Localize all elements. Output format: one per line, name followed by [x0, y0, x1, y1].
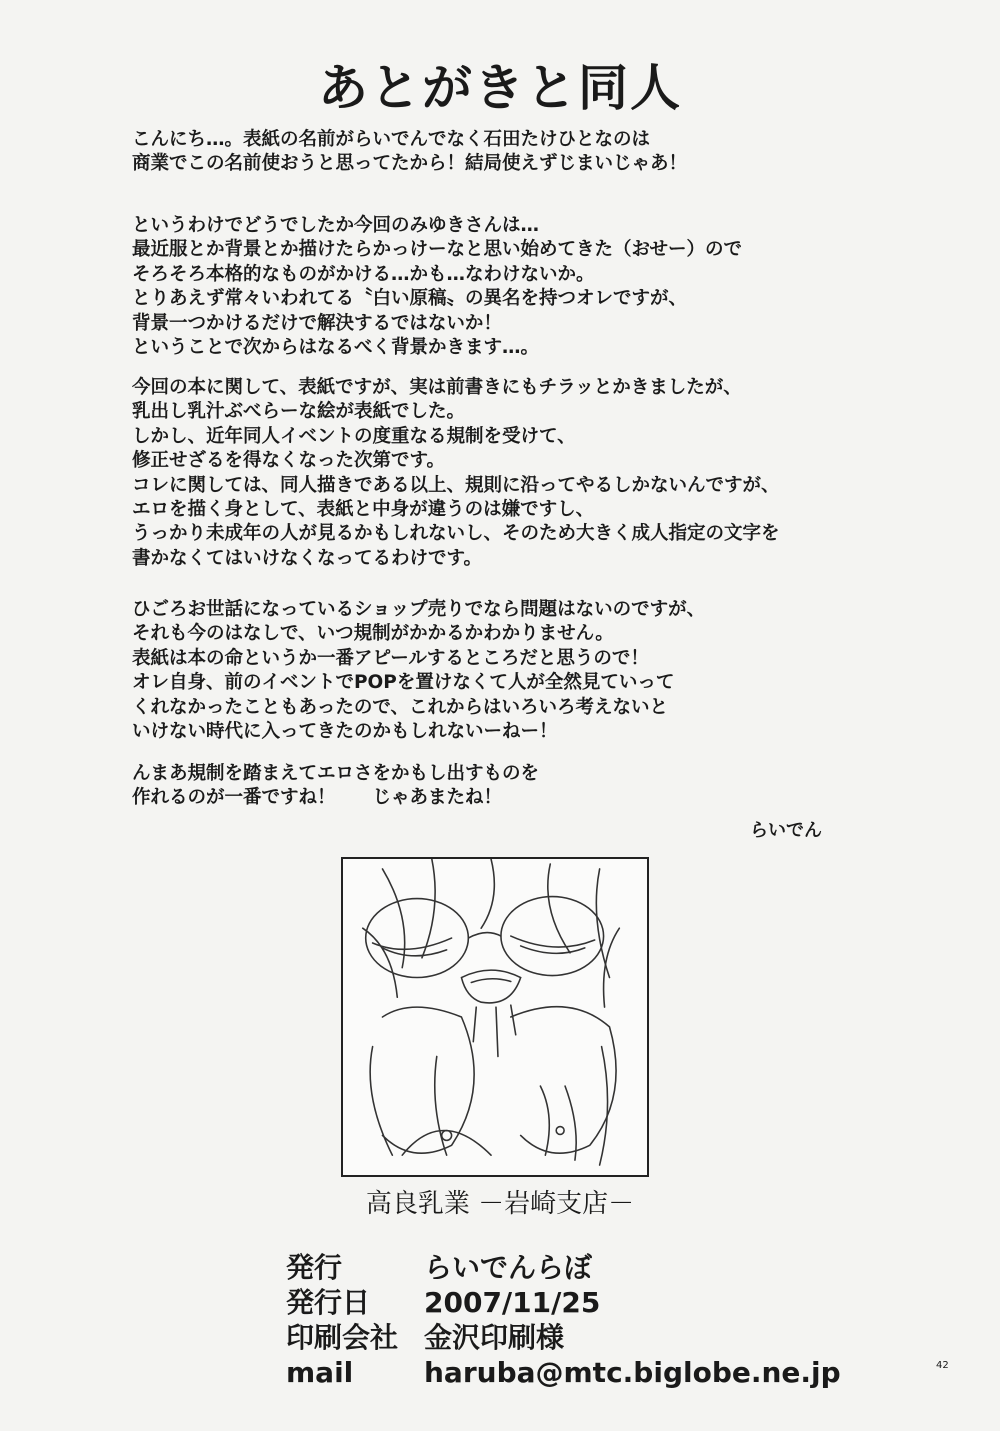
paragraph-2	[132, 214, 742, 360]
paragraph-5	[132, 762, 539, 811]
colophon-label: 発行日	[286, 1286, 371, 1319]
colophon-printer	[286, 1320, 841, 1355]
author-signature: らいでん	[750, 820, 822, 841]
colophon-value: らいでんらぼ	[424, 1251, 593, 1284]
text-line: ということで次からはなるべく背景かきます…。	[132, 337, 540, 359]
text-line: 今回の本に関して、表紙ですが、実は前書きにもチラッとかきましたが、	[132, 377, 742, 398]
colophon	[286, 1250, 841, 1390]
text-line: 背景一つかけるだけで解決するではないか！	[132, 312, 502, 334]
illustration-frame	[341, 857, 649, 1177]
paragraph-4	[132, 598, 705, 744]
text-line: とりあえず常々いわれてる〝白い原稿〟の異名を持つオレですが、	[132, 288, 688, 310]
text-line: ひごろお世話になっているショップ売りでなら問題はないのですが、	[132, 599, 706, 620]
text-line: 書かなくてはいけなくなってるわけです。	[132, 547, 483, 569]
text-line: んまあ規制を踏まえてエロさをかもし出すものを	[132, 763, 540, 784]
colophon-value: haruba@mtc.biglobe.ne.jp	[424, 1356, 841, 1389]
colophon-publisher	[286, 1250, 841, 1285]
text-line: しかし、近年同人イベントの度重なる規制を受けて、	[132, 425, 576, 447]
text-line: いけない時代に入ってきたのかもしれないーねー！	[132, 721, 558, 743]
text-line: うっかり未成年の人が見るかもしれないし、そのため大きく成人指定の文字を	[132, 523, 780, 545]
text-line: エロを描く身として、表紙と中身が違うのは嫌ですし、	[132, 499, 595, 521]
text-line: 乳出し乳汁ぶべらーな絵が表紙でした。	[132, 401, 466, 423]
paragraph-3	[132, 376, 780, 571]
text-line: コレに関しては、同人描きである以上、規則に沿ってやるしかないんですが、	[132, 474, 780, 496]
paragraph-1	[132, 128, 687, 177]
colophon-label: mail	[286, 1356, 354, 1389]
colophon-value: 2007/11/25	[424, 1286, 601, 1319]
page-number: 42	[936, 1360, 949, 1371]
text-line: 作れるのが一番ですね！ じゃあまたね！	[132, 787, 503, 809]
text-line: 商業でこの名前使おうと思ってたから！結局使えずじまいじゃあ！	[132, 153, 688, 175]
colophon-label: 印刷会社	[286, 1321, 399, 1354]
colophon-date	[286, 1285, 841, 1320]
text-line: 表紙は本の命というか一番アピールするところだと思うので！	[132, 647, 649, 669]
text-line: オレ自身、前のイベントでPOPを置けなくて人が全然見ていって	[132, 672, 675, 694]
colophon-mail	[286, 1355, 841, 1390]
page-title: あとがきと同人	[318, 59, 682, 117]
text-line: こんにち…。表紙の名前がらいでんでなく石田たけひとなのは	[132, 129, 651, 150]
text-line: それも今のはなしで、いつ規制がかかるかわかりません。	[132, 623, 614, 645]
line-art-illustration	[343, 859, 647, 1175]
colophon-value: 金沢印刷様	[424, 1321, 565, 1354]
text-line: 修正せざるを得なくなった次第です。	[132, 450, 446, 472]
text-line: そろそろ本格的なものがかける…かも…なわけないか。	[132, 263, 595, 285]
text-line: というわけでどうでしたか今回のみゆきさんは…	[132, 215, 540, 236]
colophon-label: 発行	[286, 1251, 343, 1284]
illustration-caption: 高良乳業 －岩崎支店－	[365, 1189, 635, 1219]
text-line: くれなかったこともあったので、これからはいろいろ考えないと	[132, 696, 668, 718]
text-line: 最近服とか背景とか描けたらかっけーなと思い始めてきた（おせー）ので	[132, 239, 742, 261]
